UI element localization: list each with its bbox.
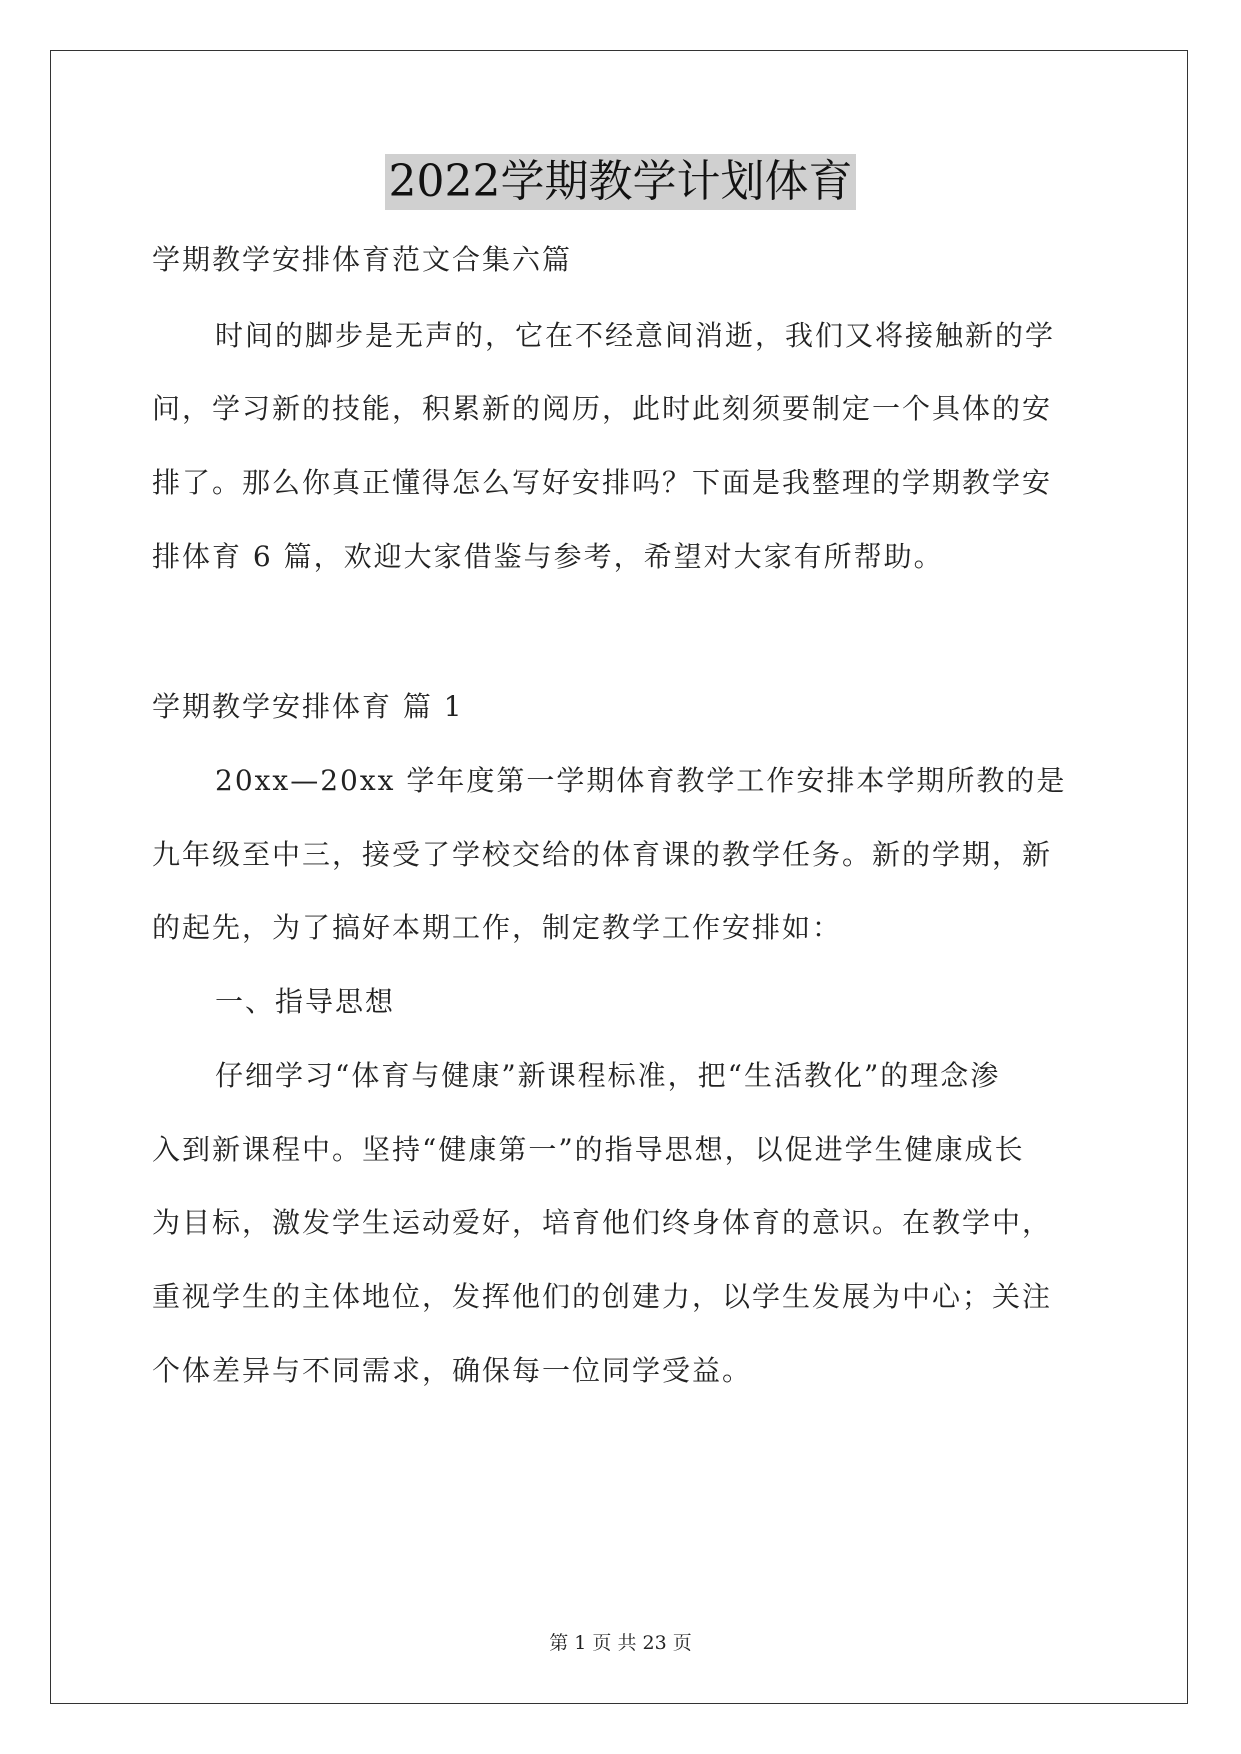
guide-line-1: 仔细学习“体育与健康”新课程标准，把“生活教化”的理念渗	[215, 1059, 1001, 1092]
subheading-guiding-thought: 一、指导思想	[215, 985, 396, 1018]
guide-line-5: 个体差异与不同需求，确保每一位同学受益。	[152, 1354, 753, 1387]
page-border	[50, 50, 1188, 1704]
intro-line-3: 排了。那么你真正懂得怎么写好安排吗？下面是我整理的学期教学安	[152, 466, 1053, 499]
guide-line-2: 入到新课程中。坚持“健康第一”的指导思想，以促进学生健康成长	[152, 1133, 1025, 1166]
section-line-2: 九年级至中三，接受了学校交给的体育课的教学任务。新的学期，新	[152, 838, 1053, 871]
intro-line-2: 问，学习新的技能，积累新的阅历，此时此刻须要制定一个具体的安	[152, 392, 1053, 425]
document-subtitle: 学期教学安排体育范文合集六篇	[152, 243, 573, 276]
page-footer: 第 1 页 共 23 页	[549, 1632, 692, 1654]
intro-line-1: 时间的脚步是无声的，它在不经意间消逝，我们又将接触新的学	[215, 319, 1056, 352]
title-container	[0, 154, 1241, 210]
guide-line-3: 为目标，激发学生运动爱好，培育他们终身体育的意识。在教学中，	[152, 1206, 1053, 1239]
section-line-1: 20xx—20xx 学年度第一学期体育教学工作安排本学期所教的是	[215, 764, 1067, 797]
guide-line-4: 重视学生的主体地位，发挥他们的创建力，以学生发展为中心；关注	[152, 1280, 1053, 1313]
section-heading: 学期教学安排体育 篇 1	[152, 690, 464, 723]
document-title: 2022学期教学计划体育	[385, 154, 857, 210]
intro-line-4: 排体育 6 篇，欢迎大家借鉴与参考，希望对大家有所帮助。	[152, 540, 944, 573]
section-line-3: 的起先，为了搞好本期工作，制定教学工作安排如：	[152, 911, 843, 944]
